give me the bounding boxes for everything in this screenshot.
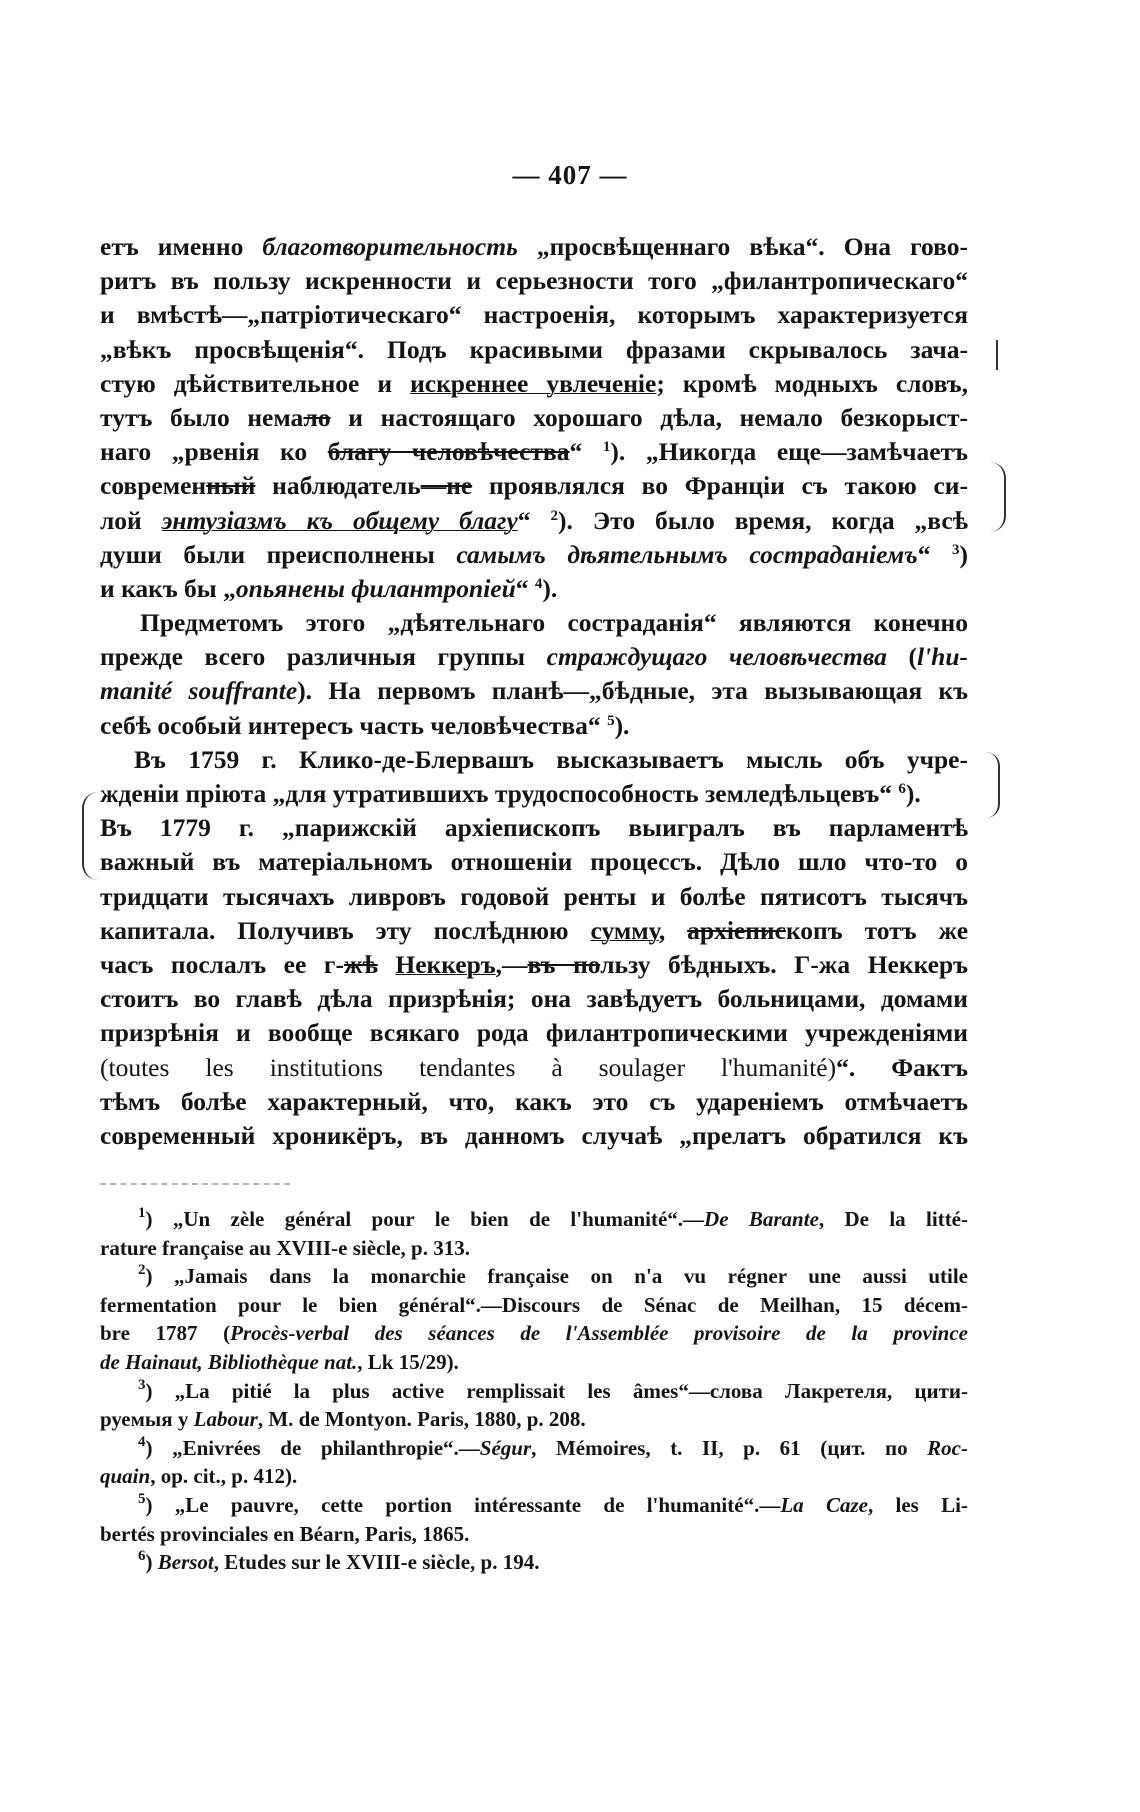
footnote: $^5$) „Le pauvre, cette portion intéressante de l'humanité“.—La Caze, les Li- <box>138 1490 968 1517</box>
footnote-ref: 3 <box>952 541 960 558</box>
text-line: капитала. Получивъ эту послѣднюю сумму, архіепископъ тотъ же <box>100 915 969 945</box>
underlined-phrase: энтузіазмъ къ общему благу <box>161 505 518 535</box>
text-line: Въ 1759 г. Клико-де-Блервашъ высказываетъ мысль объ учре- <box>134 744 968 774</box>
footnote: fermentation pour le bien général“.—Discours de Sénac de Meilhan, 15 décem- <box>100 1292 968 1317</box>
text-line: современный хроникёръ, въ данномъ случаѣ „прелатъ обратился къ <box>100 1120 968 1150</box>
text-line: стоитъ во главѣ дѣла призрѣнія; она завѣдуетъ больницами, домами <box>100 984 968 1014</box>
text-line: души были преисполнены самымъ дѣятельнымъ состраданіемъ“ $^3$) <box>100 539 969 569</box>
footnote: de Hainaut, Bibliothèque nat., Lk 15/29). <box>100 1349 459 1374</box>
text-line: современный наблюдатель—не проявлялся во Франціи съ такою си- <box>100 471 968 501</box>
footnote: rature française au XVIII-e siècle, p. 313. <box>100 1235 470 1260</box>
text-line: етъ именно благотворительность „просвѣщеннаго вѣка“. Она гово- <box>100 232 968 261</box>
footnote: $^3$) „La pitié la plus active remplissait les âmes“—слова Лакретеля, цити- <box>138 1376 968 1403</box>
struck-text: въ по <box>527 949 601 979</box>
footnote: bertés provinciales en Béarn, Paris, 1865. <box>100 1521 470 1546</box>
margin-bracket <box>986 752 1000 818</box>
page-number: — 407 — <box>512 160 628 190</box>
margin-bracket <box>990 462 1006 532</box>
text-line: Предметомъ этого „дѣятельнаго состраданія“ являются конечно <box>140 608 968 638</box>
footnote: $^1$) „Un zèle général pour le bien de l'humanité“.—De Barante, De la litté- <box>138 1205 968 1231</box>
text-line: (toutes les institutions tendantes à soulager l'humanité)“. Фактъ <box>100 1052 968 1082</box>
footnote: bre 1787 (Procès-verbal des séances de l'Assemblée provisoire de la province <box>100 1321 968 1346</box>
text-line: и какъ бы „опьянены филантропіей“ $^4$). <box>100 573 558 603</box>
text-line: Въ 1779 г. „парижскій архіепископъ выигралъ въ парламентѣ <box>100 813 968 843</box>
struck-text: ный <box>206 471 256 501</box>
footnote: $^2$) „Jamais dans la monarchie française on n'a vu régner une aussi utile <box>138 1262 968 1289</box>
margin-tick <box>996 340 998 370</box>
margin-bracket <box>82 792 98 880</box>
text-line: тридцати тысячахъ ливровъ годовой ренты и болѣе пятисотъ тысячъ <box>100 881 968 911</box>
text-line: жденіи пріюта „для утратившихъ трудоспособность земледѣльцевъ“ $^6$). <box>100 779 921 808</box>
struck-text: благу человѣчества <box>327 437 570 467</box>
footnote-ref: 5 <box>607 712 615 729</box>
text-line: важный въ матеріальномъ отношеніи процессъ. Дѣло шло что-то о <box>100 847 968 877</box>
footnote-ref: 6 <box>898 781 906 797</box>
text-line: тутъ было немало и настоящаго хорошаго дѣла, немало безкорыст- <box>100 402 968 432</box>
footnote-ref: 1 <box>602 439 611 456</box>
underlined-phrase: сумму <box>590 915 659 945</box>
text-line: прежде всего различныя группы страждущаго человѣчества (l'hu- <box>100 642 968 672</box>
struck-text: архіепис <box>687 915 786 945</box>
text-line: призрѣнія и вообще всякаго рода филантропическими учрежденіями <box>100 1018 968 1048</box>
main-text <box>100 230 968 1153</box>
footnote: quain, op. cit., p. 412). <box>100 1464 298 1489</box>
struck-text: ло <box>303 402 331 432</box>
text-line: manité souffrante). На первомъ планѣ—„бѣдные, эта вызывающая къ <box>100 676 968 706</box>
footnote: $^4$) „Enivrées de philanthropie“.—Ségur, Mémoires, t. II, p. 61 (цит. по Roc- <box>138 1433 968 1460</box>
struck-text: жѣ <box>343 949 378 979</box>
text-line: себѣ особый интересъ часть человѣчества“ $^5$). <box>100 710 630 740</box>
text-line: и вмѣстѣ—„патріотическаго“ настроенія, которымъ характеризуется <box>100 300 968 330</box>
text-line: наго „рвенія ко благу человѣчества“ $^1$). „Никогда еще—замѣчаетъ <box>100 437 969 467</box>
text-line: ритъ въ пользу искренности и серьезности того „филантропическаго“ <box>100 266 968 296</box>
footnote-separator <box>100 1183 290 1185</box>
text-line: лой энтузіазмъ къ общему благу“ $^2$). Это было время, когда „всѣ <box>100 505 969 535</box>
underlined-phrase: Неккеръ <box>395 949 496 979</box>
struck-text: —не <box>420 471 473 501</box>
footnote-ref: 2 <box>550 507 559 524</box>
text-line: тѣмъ болѣе характерный, что, какъ это съ удареніемъ отмѣчаетъ <box>100 1086 968 1116</box>
underlined-phrase: искреннее увлеченіе <box>410 368 657 398</box>
text-line: „вѣкъ просвѣщенія“. Подъ красивыми фразами скрывалось зача- <box>100 334 968 364</box>
text-line: часъ послалъ ее г-жѣ Неккеръ,—въ пользу бѣдныхъ. Г-жа Неккеръ <box>100 949 968 979</box>
text-line: стую дѣйствительное и искреннее увлеченіе; кромѣ модныхъ словъ, <box>100 368 968 398</box>
footnote: $^6$) Bersot, Etudes sur le XVIII-e siècle, p. 194. <box>138 1548 540 1575</box>
footnote-ref: 4 <box>534 575 543 592</box>
footnote: руемыя у Labour, M. de Montyon. Paris, 1880, p. 208. <box>100 1407 586 1432</box>
footnotes <box>100 1205 968 1577</box>
